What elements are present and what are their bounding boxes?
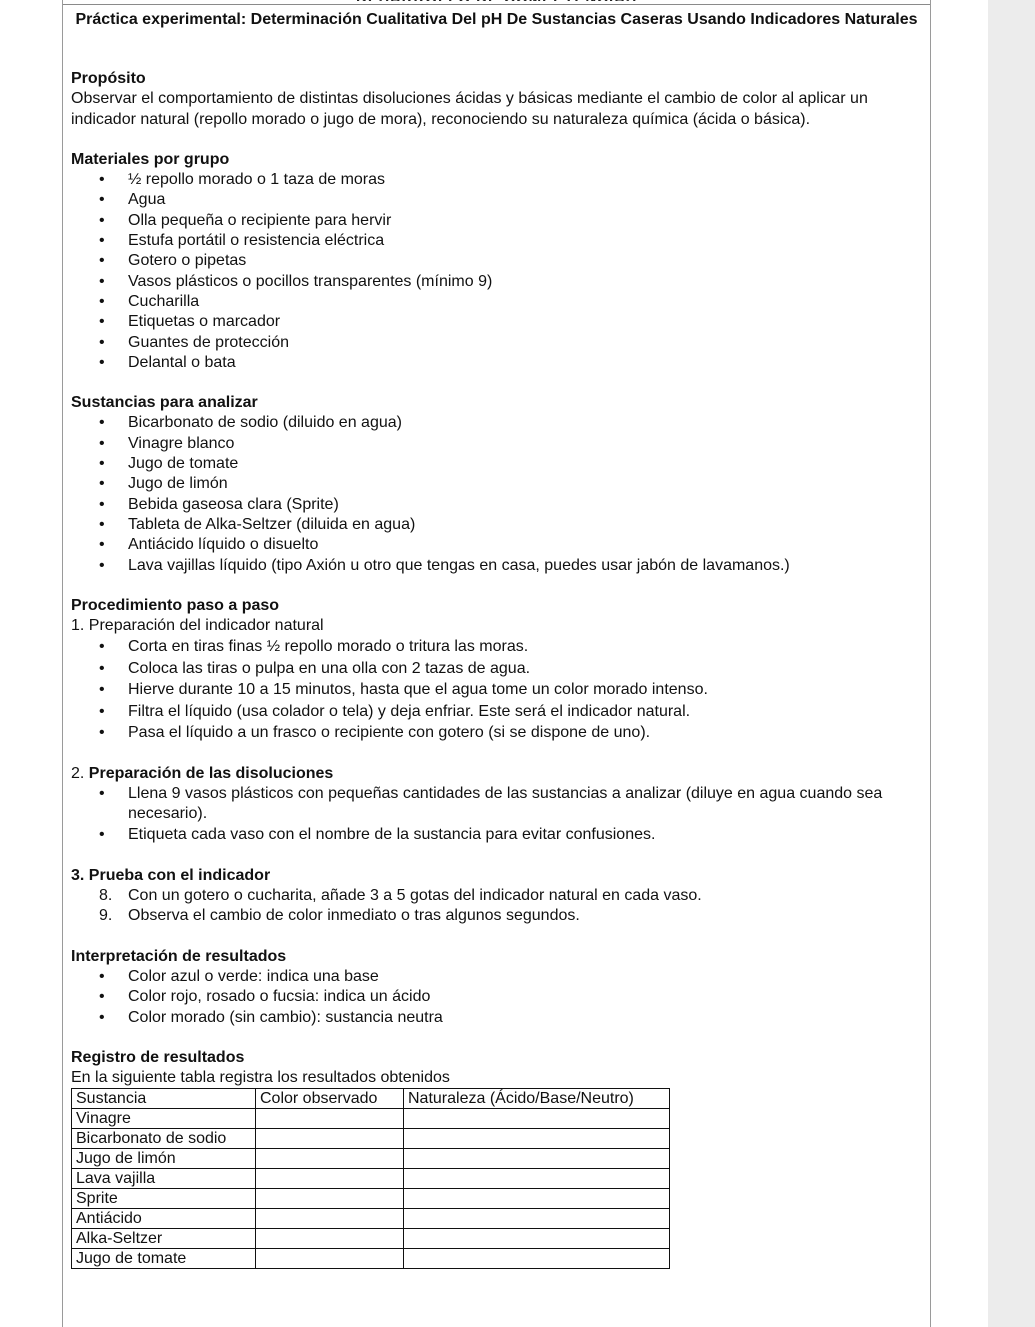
table-cell[interactable]	[404, 1169, 670, 1189]
item-text: Con un gotero o cucharita, añade 3 a 5 gotas del indicador natural en cada vaso.	[128, 887, 702, 905]
interpretacion-list	[71, 967, 921, 1028]
list-item: • Jugo de tomate	[71, 454, 921, 474]
step2-heading	[71, 764, 921, 784]
table-row	[72, 1209, 670, 1229]
table-row	[72, 1169, 670, 1189]
materiales-heading: Materiales por grupo	[71, 150, 230, 168]
table-cell[interactable]	[256, 1209, 404, 1229]
header-divider	[63, 4, 930, 5]
list-item: • Corta en tiras finas ½ repollo morado o tritura las moras.	[71, 636, 921, 658]
table-row	[72, 1189, 670, 1209]
table-row	[72, 1229, 670, 1249]
step1-list	[71, 636, 921, 744]
table-cell[interactable]	[256, 1149, 404, 1169]
step2-label: Preparación de las disoluciones	[88, 764, 334, 782]
list-item: • Etiqueta cada vaso con el nombre de la sustancia para evitar confusiones.	[71, 824, 921, 846]
cut-off-heading	[63, 0, 930, 1]
list-item: • Jugo de limón	[71, 474, 921, 494]
table-row	[72, 1109, 670, 1129]
table-cell: Bicarbonato de sodio	[72, 1129, 256, 1149]
table-cell: Jugo de limón	[72, 1149, 256, 1169]
list-item: • Antiácido líquido o disuelto	[71, 535, 921, 555]
sustancias-list	[71, 413, 921, 575]
table-cell: Jugo de tomate	[72, 1249, 256, 1269]
procedimiento-heading: Procedimiento paso a paso	[71, 596, 280, 614]
list-item	[71, 886, 921, 906]
table-cell: Alka-Seltzer	[72, 1229, 256, 1249]
item-number: 9.	[99, 907, 113, 925]
sustancias-heading: Sustancias para analizar	[71, 394, 258, 412]
list-item: • Gotero o pipetas	[71, 251, 921, 271]
table-cell[interactable]	[404, 1109, 670, 1129]
list-item: • Delantal o bata	[71, 353, 921, 373]
table-cell: Antiácido	[72, 1209, 256, 1229]
proposito-heading: Propósito	[71, 70, 146, 87]
list-item: • Cucharilla	[71, 292, 921, 312]
item-number: 8.	[99, 887, 113, 905]
list-item: • Hierve durante 10 a 15 minutos, hasta que el agua tome un color morado intenso.	[71, 679, 921, 701]
list-item	[71, 906, 921, 926]
step3-heading: 3. Prueba con el indicador	[71, 866, 271, 884]
document-page	[62, 0, 931, 1327]
step2-list	[71, 784, 921, 846]
step2-number: 2.	[71, 764, 85, 782]
table-row	[72, 1129, 670, 1149]
table-cell: Sprite	[72, 1189, 256, 1209]
list-item: • Filtra el líquido (usa colador o tela) y deja enfriar. Este será el indicador natural.	[71, 701, 921, 723]
list-item: • Coloca las tiras o pulpa en una olla con 2 tazas de agua.	[71, 658, 921, 680]
list-item: • Pasa el líquido a un frasco o recipiente con gotero (si se dispone de uno).	[71, 722, 921, 744]
table-cell[interactable]	[256, 1129, 404, 1149]
list-item: • Color azul o verde: indica una base	[71, 967, 921, 987]
materiales-list	[71, 170, 921, 373]
list-item: • Bebida gaseosa clara (Sprite)	[71, 495, 921, 515]
list-item: • Color rojo, rosado o fucsia: indica un ácido	[71, 987, 921, 1007]
results-table	[71, 1088, 670, 1269]
table-cell[interactable]	[404, 1189, 670, 1209]
column-header: Naturaleza (Ácido/Base/Neutro)	[404, 1089, 670, 1109]
table-cell[interactable]	[256, 1229, 404, 1249]
table-cell[interactable]	[256, 1249, 404, 1269]
table-cell: Vinagre	[72, 1109, 256, 1129]
list-item: • Estufa portátil o resistencia eléctrica	[71, 231, 921, 251]
table-cell[interactable]	[404, 1149, 670, 1169]
table-cell[interactable]	[256, 1109, 404, 1129]
table-cell[interactable]	[404, 1129, 670, 1149]
page-title: Práctica experimental: Determinación Cualitativa Del pH De Sustancias Caseras Usando Indicadores Naturales	[75, 11, 918, 28]
table-row	[72, 1149, 670, 1169]
list-item: • Agua	[71, 190, 921, 210]
list-item: • ½ repollo morado o 1 taza de moras	[71, 170, 921, 190]
step1-label: 1. Preparación del indicador natural	[71, 617, 324, 635]
table-cell[interactable]	[256, 1189, 404, 1209]
list-item: • Vinagre blanco	[71, 434, 921, 454]
document-body	[71, 69, 921, 1269]
table-cell[interactable]	[256, 1169, 404, 1189]
column-header: Color observado	[256, 1089, 404, 1109]
table-cell: Lava vajilla	[72, 1169, 256, 1189]
registro-intro: En la siguiente tabla registra los resultados obtenidos	[71, 1069, 450, 1087]
list-item: • Vasos plásticos o pocillos transparentes (mínimo 9)	[71, 272, 921, 292]
list-item: • Bicarbonato de sodio (diluido en agua)	[71, 413, 921, 433]
step3-list	[71, 886, 921, 927]
table-row	[72, 1249, 670, 1269]
viewer-side-strip	[988, 0, 1035, 1327]
list-item: • Color morado (sin cambio): sustancia neutra	[71, 1008, 921, 1028]
column-header: Sustancia	[72, 1089, 256, 1109]
table-cell[interactable]	[404, 1229, 670, 1249]
list-item: • Lava vajillas líquido (tipo Axión u otro que tengas en casa, puedes usar jabón de lavamanos.)	[71, 556, 921, 576]
table-header-row	[72, 1089, 670, 1109]
list-item: • Guantes de protección	[71, 333, 921, 353]
item-text: Observa el cambio de color inmediato o tras algunos segundos.	[128, 907, 580, 925]
list-item: • Llena 9 vasos plásticos con pequeñas cantidades de las sustancias a analizar (diluye en agua cuando sea necesario).	[71, 784, 921, 824]
interpretacion-heading: Interpretación de resultados	[71, 947, 287, 965]
list-item: • Tableta de Alka-Seltzer (diluida en agua)	[71, 515, 921, 535]
list-item: • Etiquetas o marcador	[71, 312, 921, 332]
table-cell[interactable]	[404, 1209, 670, 1229]
registro-heading: Registro de resultados	[71, 1048, 245, 1066]
proposito-text: Observar el comportamiento de distintas disoluciones ácidas y básicas mediante el cambio de color al aplicar un indicador natural (repollo morado o jugo de mora), reconociendo su naturaleza química (ácida o básica).	[71, 90, 868, 128]
list-item: • Olla pequeña o recipiente para hervir	[71, 211, 921, 231]
table-cell[interactable]	[404, 1249, 670, 1269]
